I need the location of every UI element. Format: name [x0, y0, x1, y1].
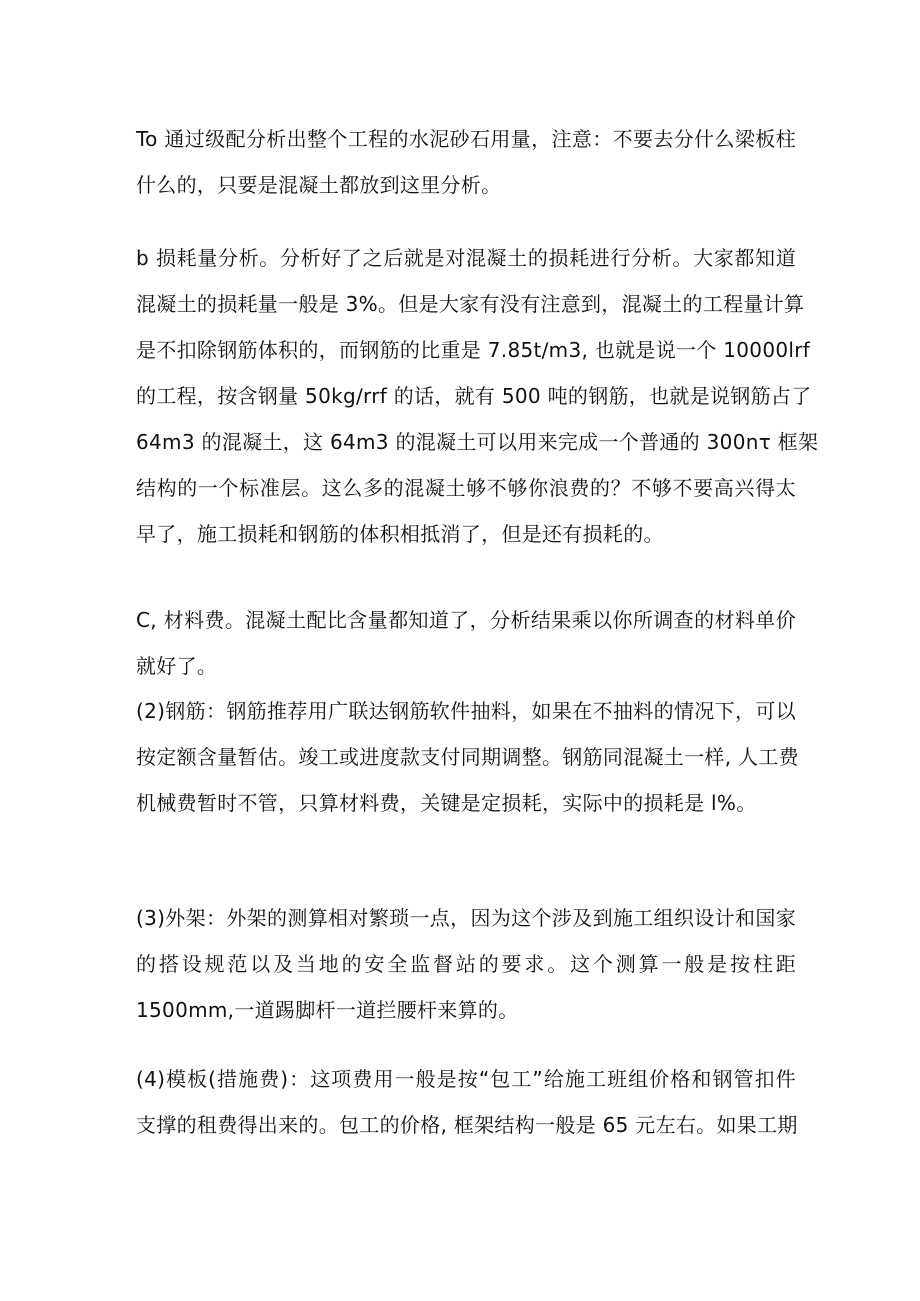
- text-line: 结构的一个标准层。这么多的混凝土够不够你浪费的？不够不要高兴得太: [136, 476, 796, 500]
- paragraph-formwork: [136, 1056, 796, 1148]
- text-line: 支撑的租费得出来的。包工的价格, 框架结构一般是 65 元左右。如果工期: [136, 1113, 798, 1137]
- text-line: b 损耗量分析。分析好了之后就是对混凝土的损耗进行分析。大家都知道: [136, 246, 796, 270]
- paragraph-loss-analysis: [136, 235, 819, 557]
- text-line: 1500mm,一道踢脚杆一道拦腰杆来算的。: [136, 998, 519, 1022]
- text-line: 机械费暂时不管，只算材料费，关键是定损耗，实际中的损耗是 l%。: [136, 791, 757, 815]
- text-line: 的搭设规范以及当地的安全监督站的要求。这个测算一般是按柱距: [136, 952, 796, 976]
- text-line: 是不扣除钢筋体积的，而钢筋的比重是 7.85t∕m3, 也就是说一个 10000lrf: [136, 338, 811, 362]
- text-line: 早了，施工损耗和钢筋的体积相抵消了，但是还有损耗的。: [136, 522, 664, 546]
- text-line: (4)模板(措施费)：这项费用一般是按“包工”给施工班组价格和钢管扣件: [136, 1067, 796, 1091]
- paragraph-rebar: [136, 688, 799, 826]
- paragraph-external-scaffold: [136, 895, 796, 1033]
- text-line: 64m3 的混凝土，这 64m3 的混凝土可以用来完成一个普通的 300nτ 框架: [136, 430, 819, 454]
- text-line: (2)钢筋：钢筋推荐用广联达钢筋软件抽料，如果在不抽料的情况下，可以: [136, 699, 796, 723]
- text-line: 什么的，只要是混凝土都放到这里分析。: [136, 173, 502, 197]
- text-line: C, 材料费。混凝土配比含量都知道了，分析结果乘以你所调查的材料单价: [136, 608, 796, 632]
- text-line: 按定额含量暂估。竣工或进度款支付同期调整。钢筋同混凝土一样, 人工费: [136, 745, 799, 769]
- text-line: To 通过级配分析出整个工程的水泥砂石用量，注意：不要去分什么梁板柱: [136, 127, 796, 151]
- paragraph-material-cost: [136, 597, 796, 689]
- text-line: 混凝土的损耗量一般是 3%。但是大家有没有注意到，混凝土的工程量计算: [136, 292, 805, 316]
- paragraph-aggregate-analysis: [136, 116, 796, 208]
- text-line: 就好了。: [136, 654, 218, 678]
- text-line: 的工程，按含钢量 50kg∕rrf 的话，就有 500 吨的钢筋，也就是说钢筋占了: [136, 384, 812, 408]
- text-line: (3)外架：外架的测算相对繁琐一点，因为这个涉及到施工组织设计和国家: [136, 906, 796, 930]
